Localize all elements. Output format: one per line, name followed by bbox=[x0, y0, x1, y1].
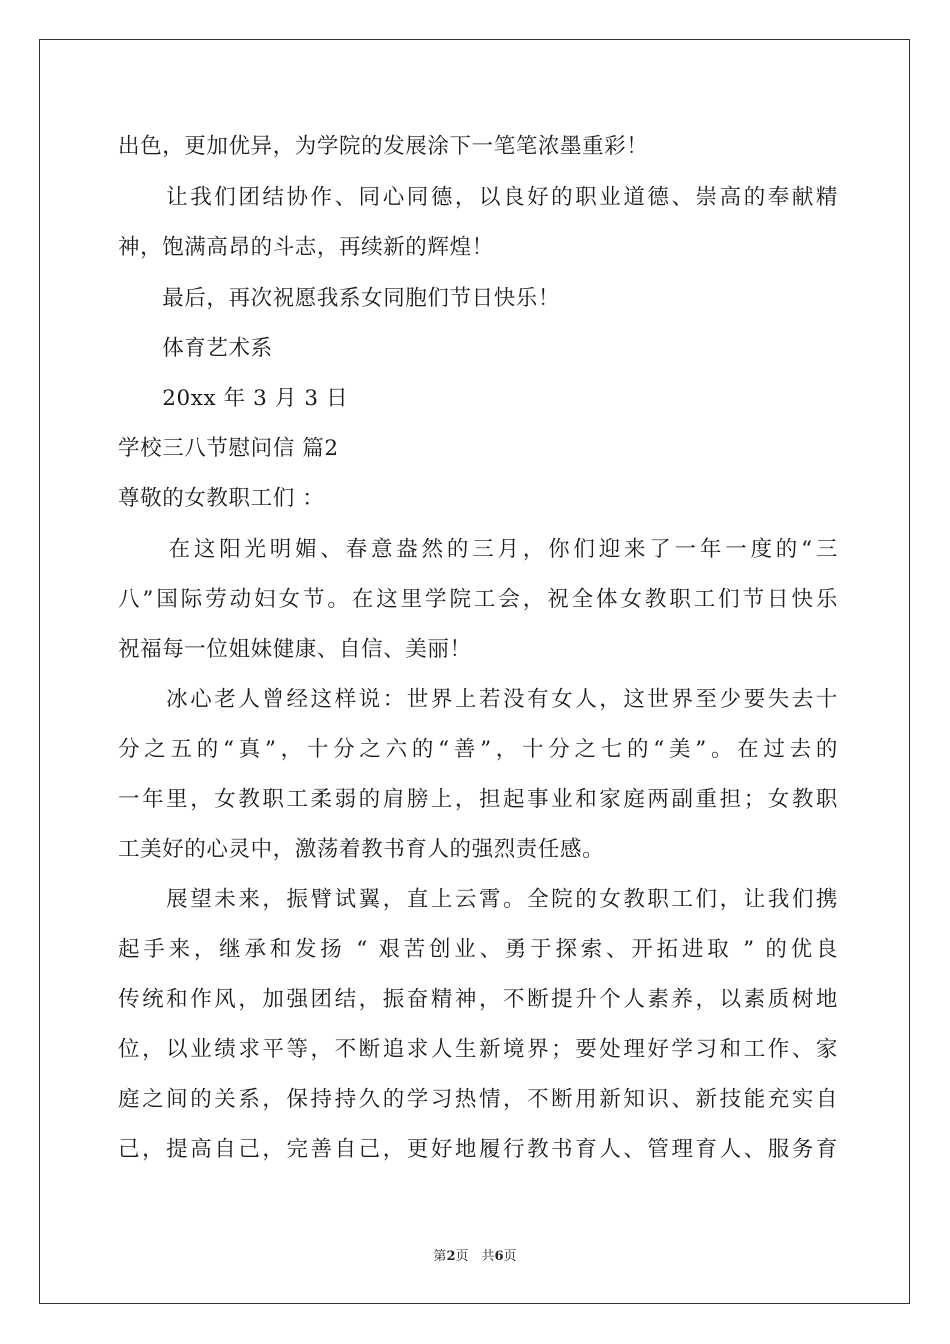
text-line: 传统和作风，加强团结，振奋精神，不断提升个人素养，以素质树地 bbox=[118, 987, 838, 1012]
page-suffix: 页 bbox=[503, 1249, 517, 1264]
text-line: 己，提高自己，完善自己，更好地履行教书育人、管理育人、服务育 bbox=[118, 1137, 838, 1162]
page-mid: 页 共 bbox=[455, 1249, 495, 1264]
text-line: 起手来，继承和发扬 “ 艰苦创业、勇于探索、开拓进取 ” 的优良 bbox=[118, 937, 838, 962]
text-line: 神，饱满高昂的斗志，再续新的辉煌！ bbox=[118, 235, 494, 260]
text-line: 庭之间的关系，保持持久的学习热情，不断用新知识、新技能充实自 bbox=[118, 1087, 838, 1112]
text-line: 一年里，女教职工柔弱的肩膀上，担起事业和家庭两副重担；女教职 bbox=[118, 787, 838, 812]
text-line: 20xx 年 3 月 3 日 bbox=[118, 386, 349, 411]
text-line: 工美好的心灵中，激荡着教书育人的强烈责任感。 bbox=[118, 837, 605, 862]
text-line: 展望未来，振臂试翼，直上云霄。全院的女教职工们，让我们携 bbox=[118, 887, 838, 912]
section-title: 学校三八节慰问信 篇2 bbox=[118, 436, 339, 461]
current-page-number: 2 bbox=[446, 1249, 456, 1264]
text-line: 冰心老人曾经这样说：世界上若没有女人，这世界至少要失去十 bbox=[118, 687, 838, 712]
text-line: 在这阳光明媚、春意盎然的三月，你们迎来了一年一度的“三 bbox=[118, 537, 838, 562]
text-line: 让我们团结协作、同心同德，以良好的职业道德、崇高的奉献精 bbox=[118, 185, 838, 210]
text-line: 最后，再次祝愿我系女同胞们节日快乐！ bbox=[118, 286, 561, 311]
text-line: 祝福每一位姐妹健康、自信、美丽！ bbox=[118, 637, 472, 662]
total-pages-number: 6 bbox=[494, 1249, 504, 1264]
text-line: 出色，更加优异，为学院的发展涂下一笔笔浓墨重彩！ bbox=[118, 134, 649, 159]
page-prefix: 第 bbox=[433, 1249, 447, 1264]
text-line: 八”国际劳动妇女节。在这里学院工会，祝全体女教职工们节日快乐 bbox=[118, 587, 838, 612]
page-footer bbox=[0, 1248, 950, 1266]
text-line: 分之五的“真”，十分之六的“善”，十分之七的“美”。在过去的 bbox=[118, 737, 838, 762]
salutation: 尊敬的女教职工们 ： bbox=[118, 486, 325, 511]
text-line: 位，以业绩求平等，不断追求人生新境界；要处理好学习和工作、家 bbox=[118, 1037, 838, 1062]
text-line: 体育艺术系 bbox=[118, 336, 273, 361]
